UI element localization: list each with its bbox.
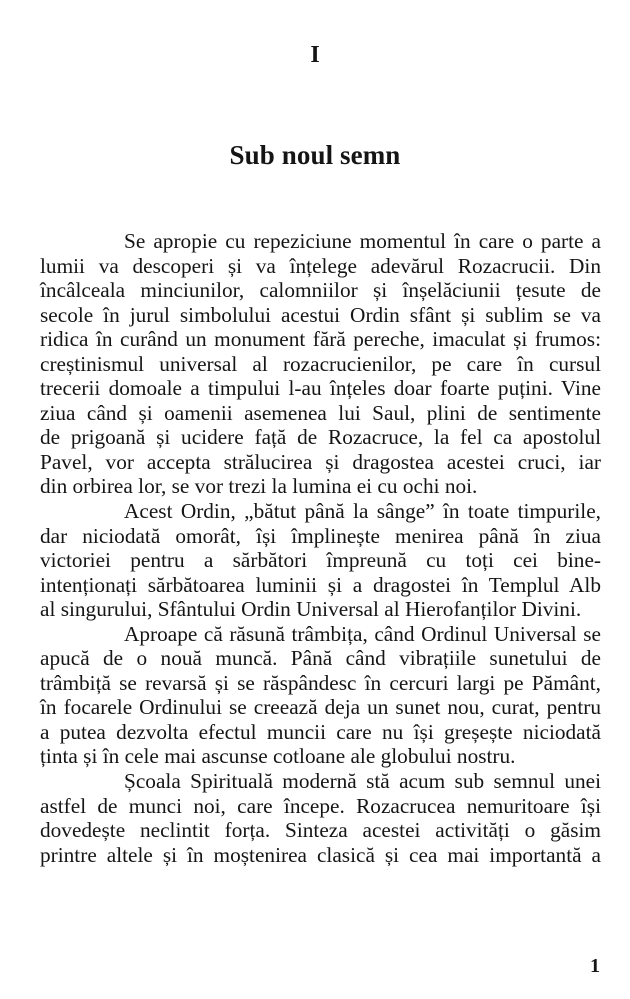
text-line: Aproape că răsună trâmbița, când Ordinul Universal se bbox=[124, 621, 601, 646]
text-line: intenționați sărbătoarea luminii și a dragostei în Templul Alb bbox=[40, 572, 601, 597]
text-line: secole în jurul simbolului acestui Ordin sfânt și sublim se va bbox=[40, 302, 601, 327]
chapter-number: I bbox=[310, 42, 320, 68]
paragraph bbox=[40, 622, 601, 769]
text-line: Școala Spirituală modernă stă acum sub semnul unei bbox=[124, 769, 601, 794]
text-line: din orbirea lor, se vor trezi la lumina ei cu ochi noi. bbox=[40, 474, 478, 499]
text-line: ținta și în cele mai ascunse cotloane ale globului nostru. bbox=[40, 744, 516, 769]
chapter-title: Sub noul semn bbox=[229, 140, 401, 170]
paragraph bbox=[40, 499, 601, 622]
paragraph bbox=[40, 229, 601, 499]
text-line: trâmbiță se revarsă și se răspândesc în cercuri largi pe Pământ, bbox=[40, 670, 601, 695]
text-line: în focarele Ordinului se creează deja un sunet nou, curat, pentru bbox=[40, 695, 601, 720]
text-line: Pavel, vor accepta strălucirea și dragostea acestei cruci, iar bbox=[40, 449, 601, 474]
paragraph bbox=[40, 769, 601, 867]
text-line: astfel de munci noi, care începe. Rozacrucea nemuritoare își bbox=[40, 793, 601, 818]
text-line: trecerii domoale a timpului l-au înțeles doar foarte puțini. Vine bbox=[40, 376, 601, 401]
text-line: apucă de o nouă muncă. Până când vibrațiile sunetului de bbox=[40, 646, 601, 671]
body-text bbox=[40, 229, 601, 867]
text-line: ridica în curând un monument fără pereche, imaculat și frumos: bbox=[40, 327, 601, 352]
page-number: 1 bbox=[590, 955, 600, 977]
text-line: Se apropie cu repeziciune momentul în care o parte a bbox=[124, 229, 601, 253]
text-line: Acest Ordin, „bătut până la sânge” în toate timpurile, bbox=[124, 499, 601, 524]
text-line: victoriei pentru a sărbători împreună cu toți cei bine- bbox=[40, 548, 601, 573]
text-line: al singurului, Sfântului Ordin Universal al Hierofanților Divini. bbox=[40, 597, 582, 622]
text-line: încâlceala minciunilor, calomniilor și înșelăciunii țesute de bbox=[40, 278, 601, 303]
text-line: dar niciodată omorât, își împlinește menirea până în ziua bbox=[40, 523, 601, 548]
text-line: a putea dezvolta efectul muncii care nu își greșește niciodată bbox=[40, 719, 601, 744]
text-line: dovedește neclintit forța. Sinteza acestei activități o găsim bbox=[40, 818, 601, 843]
text-line: ziua când și oamenii asemenea lui Saul, plini de sentimente bbox=[40, 400, 601, 425]
text-line: de prigoană și ucidere față de Rozacruce, la fel ca apostolul bbox=[40, 425, 601, 450]
text-line: creștinismul universal al rozacrucienilor, pe care în cursul bbox=[40, 351, 601, 376]
text-line: lumii va descoperi și va înțelege adevărul Rozacrucii. Din bbox=[40, 253, 601, 278]
text-line: printre altele și în moștenirea clasică și cea mai importantă a bbox=[40, 842, 601, 867]
